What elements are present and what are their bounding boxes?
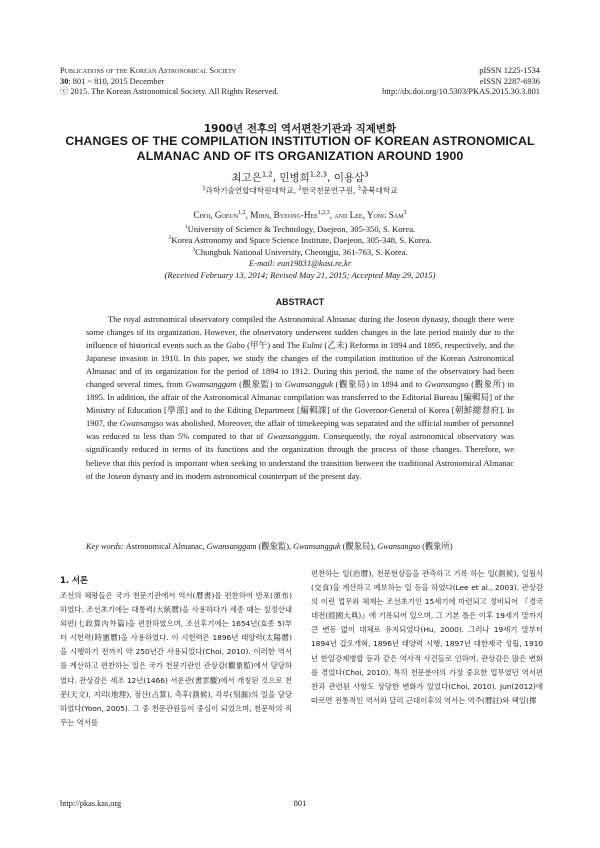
journal-header-left xyxy=(60,66,279,98)
volume-pages: : 801 ~ 810, 2015 December xyxy=(68,76,165,86)
authors-korean xyxy=(0,170,600,185)
affil-en-1: University of Science & Technology, Daejeon, 305-350, S. Korea. xyxy=(187,224,416,234)
title-korean: 1900년 전후의 역서편찬기관과 직제변화 xyxy=(203,123,397,135)
section-heading: 1. 서론 xyxy=(60,575,89,585)
abstract-term-gabo: Gabo xyxy=(226,340,245,351)
author-en-2-sup: 1,2,3 xyxy=(317,209,330,216)
abstract-text-7: was abolished. Moreover, the affair of timekeeping was separated and the official number of personnel was reduced to less than 5% compared to that of xyxy=(86,418,515,442)
keywords xyxy=(86,540,514,552)
title-english-line2: ALMANAC AND OF ITS ORGANIZATION AROUND 1900 xyxy=(136,149,464,164)
pissn: pISSN 1225-1534 xyxy=(479,66,540,75)
keywords-label: Key words: xyxy=(86,542,126,551)
author-ko-2-sup: 1,2,3 xyxy=(309,170,328,179)
abstract-text-3: (乙未) Reforms in 1894 and 1895, respectively, and the Japanese invasion in 1910. In this paper, we study the changes of the compilation institution of the Korean Astronomical Almanac and of its organization for the period of 1894 to 1912. During this period, the name of the observatory had been changed several times, from xyxy=(86,340,514,390)
abstract-body xyxy=(86,313,514,483)
author-ko-2: , 민병희 xyxy=(272,172,310,184)
author-email[interactable]: E-mail: eun19831@kasi.re.kr xyxy=(248,258,352,269)
title-english-line1: CHANGES OF THE COMPILATION INSTITUTION OF KOREAN ASTRONOMICAL xyxy=(65,134,535,148)
volume-line xyxy=(60,77,279,88)
affil-en-3: Chungbuk National University, Cheongju, 361-763, S. Korea. xyxy=(195,246,408,257)
volume-number: 30 xyxy=(60,76,69,86)
author-ko-3: , 이용삼 xyxy=(327,172,365,184)
author-en-3: , and Lee, Yong Sam xyxy=(329,210,404,220)
abstract-term-gwansanggam-2: Gwansanggam xyxy=(267,431,318,442)
copyright-line: ⓒ 2015. The Korean Astronomical Society. All Rights Reserved. xyxy=(60,87,279,97)
keyword-2: Gwansanggam xyxy=(206,542,257,551)
journal-header-right xyxy=(382,66,540,98)
abstract-text-1: The royal astronomical observatory compiled the Astronomical Almanac during the Joseon dynasty, though there were some changes of its organization. However, the observatory underwent sudden changes in the late period mainly due to the influence of historical events such as the xyxy=(86,314,514,351)
title-english xyxy=(60,134,540,165)
abstract-term-gwansangguk: Gwansangguk xyxy=(284,379,333,390)
body-column-right: 편찬하는 일(治曆), 천문현상들을 관측하고 기록 하는 일(測候), 일월식(交食)을 계산하고 예보하는 일 등을 하였다(Lee et al., 2003). 관상감의 이런 업무와 체제는 조선초기인 15세기에 마련되고 정비되어 『경국대전(經國大典)』에 기록되어 있으며, 그 기본 틀은 이후 19세기 말까지 큰 변동 없이 대체로 유지되었다(Hu, 2000). 그러나 19세기 말부터 1894년 갑오개혁, 1896년 태양력 시행, 1897년 대한제국 성립, 1910년 한일강제병합 등과 같은 역사적 사건들로 인하여, 관상감은 많은 변화를 겪었다(Choi, 2010). 특히 천문분야의 가장 중요한 업무였던 역서편찬과 관련된 사항도 상당한 변화가 있었다(Choi, 2010). Jun(2012)에 따르면 전통적인 역서와 달리 근대이후의 역서는 역주(曆註)와 택일(擇 xyxy=(311,569,543,705)
affiliations-english xyxy=(0,224,600,281)
author-en-1: Choi, Goeun xyxy=(193,210,239,220)
journal-name: Publications of the Korean Astronomical Society xyxy=(60,66,237,75)
footer-url[interactable]: http://pkas.kas.org xyxy=(60,799,122,808)
author-ko-1: 최고은 xyxy=(231,172,262,184)
affiliations-korean xyxy=(0,185,600,196)
keyword-6: Gwansangso xyxy=(377,542,421,551)
affil-en-sup-3: 3 xyxy=(192,246,196,253)
abstract-text-8: . Consequently, the royal astronomical observatory was significantly reduced in terms of its functions and the organization through the process of those changes. Therefore, we believe that this period is important when seeking to understand the transition between the traditional Astronomical Almanac of the Joseon dynasty and its modern astronomical counterpart of the present day. xyxy=(86,431,514,481)
affil-ko-2: 한국천문연구원, xyxy=(301,186,358,195)
abstract-term-gwansanggam: Gwansanggam xyxy=(185,379,237,390)
abstract-text-6: (觀象所) in 1895. In addition, the affair of the Astronomical Almanac compilation was transferred to the Editorial Bureau [編輯局] of the Ministry of Education [學部] and to the Editing Department [編輯課] of the Governor-General of Korea [朝鮮總督府]. In 1907, the xyxy=(86,379,515,429)
keyword-7: (觀象所) xyxy=(420,542,453,551)
body-column-left: 조선의 체왕들은 국가 천문기관에서 역서(曆書)를 편찬하여 반포(頒布)하였다. 조선초기에는 대통력(大統曆)을 사용하다가 세종 때는 칠정산내외편(七政算內外篇)을 편찬하였으며, 조선후기에는 1654년(효종 5)부터 시헌력(時憲曆)을 사용하였다. 이 시헌력은 1896년 태양력(太陽曆)을 시행하기 전까지 약 250년간 사용되었다(Choi, 2010). 이러한 역서를 계산하고 편찬하는 일은 국가 천문기관인 관상감(觀象監)에서 담당하였다. 관상감은 세조 12년(1466) 서운관(書雲觀)에서 개칭된 것으로 천문(天文), 지리(地理), 점산(占算), 측후(測候), 각루(刻漏)의 일을 담당하였다(Yoon, 2005). 그 중 천문관원들이 중심이 되었으며, 천문학의 직무는 역서를 xyxy=(60,591,292,727)
keyword-5: (觀象局), xyxy=(340,542,378,551)
received-dates: (Received February 13, 2014; Revised May 21, 2015; Accepted May 29, 2015) xyxy=(164,269,436,280)
author-ko-3-sup: 3 xyxy=(364,170,369,179)
affil-en-sup-1: 1 xyxy=(184,224,188,231)
keyword-1: Astronomical Almanac, xyxy=(125,542,207,551)
abstract-term-gwansangso: Gwansangso xyxy=(424,379,469,390)
author-ko-1-sup: 1,2 xyxy=(261,170,273,179)
affil-en-2-line xyxy=(0,235,600,246)
keyword-4: Gwansangguk xyxy=(293,542,341,551)
affil-en-2: Korea Astronomy and Space Science Institute, Daejeon, 305-348, S. Korea. xyxy=(171,235,432,246)
author-en-1-sup: 1,2 xyxy=(238,209,246,216)
affil-en-1-line xyxy=(0,224,600,235)
keyword-3: (觀象監), xyxy=(256,542,294,551)
abstract-term-eulmi: Eulmi xyxy=(301,340,323,351)
affil-ko-sup-1: 1 xyxy=(202,185,206,192)
author-en-2: , Mihn, Byeong-Hee xyxy=(245,210,318,220)
abstract-text-2: (甲午) and The xyxy=(244,340,302,351)
abstract-text-5: (觀象局) in 1894 and to xyxy=(332,379,425,390)
abstract-text-4: (觀象監) to xyxy=(236,379,285,390)
eissn: eISSN 2287-6936 xyxy=(479,76,540,86)
affil-en-sup-2: 2 xyxy=(168,235,172,242)
affil-en-3-line xyxy=(0,247,600,258)
affil-ko-1: 과학기술연합대학원대학교, xyxy=(205,186,299,195)
abstract-term-gwansangso-2: Gwansangso xyxy=(119,418,164,429)
author-en-3-sup: 3 xyxy=(403,209,407,216)
affil-ko-3: 충북대학교 xyxy=(360,186,398,195)
affil-ko-sup-2: 2 xyxy=(298,185,302,192)
page-number: 801 xyxy=(293,799,307,808)
abstract-heading: ABSTRACT xyxy=(275,297,325,307)
affil-ko-sup-3: 3 xyxy=(357,185,361,192)
doi-link[interactable]: http://dx.doi.org/10.5303/PKAS.2015.30.3.801 xyxy=(382,87,540,97)
authors-english xyxy=(0,210,600,220)
